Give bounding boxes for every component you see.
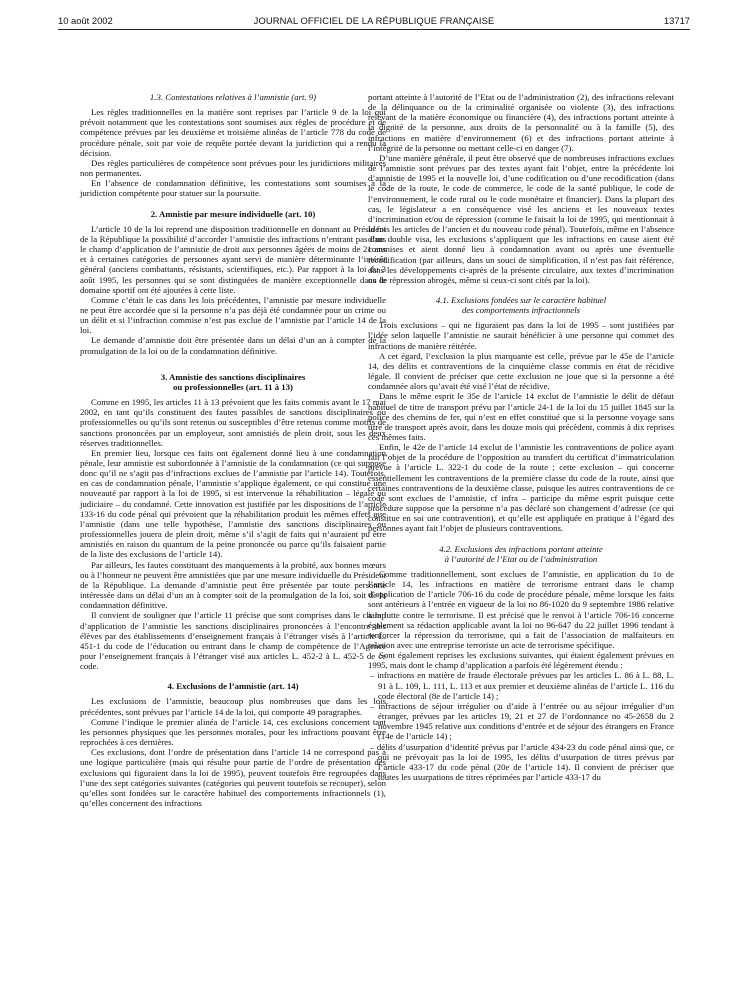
section-heading-4: 4. Exclusions de l’amnistie (art. 14) — [167, 681, 299, 692]
header-title: JOURNAL OFFICIEL DE LA RÉPUBLIQUE FRANÇAISE — [253, 15, 495, 26]
section-heading-4-1-line1: 4.1. Exclusions fondées sur le caractère habituel — [435, 294, 607, 305]
paragraph: Le demande d’amnistie doit être présentée dans un délai d’un an à compter de la promulgation de la loi ou de la condamnation définitive. — [80, 335, 386, 356]
section-heading-3-line2: ou professionnelles (art. 11 à 13) — [173, 381, 293, 392]
paragraph: portant atteinte à l’autorité de l’Etat ou de l’administration (2), des infractions relevant de la délinquance ou de la criminalité organisée ou violente (3), des infractions relevant de la matière économique ou financière (4), des infractions portant atteinte à la dignité de la personne, aux droits de la personnalité ou à la famille (5), des infractions en matière d’environnement (6) et des infractions portant atteinte à l’intégrité de la personne ou mettant celle-ci en danger (7). — [368, 92, 674, 153]
paragraph: Des règles particulières de compétence sont prévues pour les juridictions militaires non permanentes. — [80, 157, 386, 179]
header-rule — [58, 29, 690, 30]
paragraph: Sont également reprises les exclusions suivantes, qui étaient également prévues en 1995, mais dont le champ d’application a parfois été légèrement étendu : — [368, 650, 674, 671]
paragraph: Comme traditionnellement, sont exclues de l’amnistie, en application du 1o de l’article 14, les infractions en matière de terrorisme entrant dans le champ d’application de l’article 706-16 du code de procédure pénale, même lorsque les faits sont antérieurs à l’entrée en vigueur de la loi no 86-1020 du 9 septembre 1986 relative à la lutte contre le terrorisme. Il est précisé que le renvoi à l’article 706-16 concerne également sa rédaction applicable avant la loi no 96-647 du 22 juillet 1996 tendant à renforcer la répression du terrorisme, qui a fait de l’association de malfaiteurs en relation avec une entreprise terroriste un acte de terrorisme spécifique. — [368, 568, 674, 650]
paragraph: Enfin, le 42e de l’article 14 exclut de l’amnistie les contraventions de police ayant fait l’objet de la procédure de l’opposition au transfert du certificat d’immatriculation prévue à l’article L. 322-1 du code de la route ; cette exclusion – qui concerne essentiellement les contraventions de la première classe du code de la route, ainsi que certaines contraventions de la deuxième classe, puisque les autres contraventions de ce code sont exclues de l’amnistie, cf infra – participe du même esprit puisque cette procédure suppose que la personne n’a pas déclaré son changement d’adresse (ce qui constitue en soi une contravention), et qu’elle est appliquée en pratique à l’égard des personnes ayant fait l’objet de plusieurs contraventions. — [368, 442, 674, 534]
paragraph: En l’absence de condamnation définitive, les contestations sont soumises à la juridiction compétente pour statuer sur la poursuite. — [80, 178, 386, 199]
section-heading-2: 2. Amnistie par mesure individuelle (art. 10) — [150, 208, 316, 219]
paragraph: Trois exclusions – qui ne figuraient pas dans la loi de 1995 – sont justifiées par l’idée selon laquelle l’amnistie ne saurait bénéficier à une personne qui commet des infractions de manière réitérée. — [368, 320, 674, 351]
left-column — [80, 92, 386, 808]
right-column — [368, 92, 674, 782]
section-heading-1-3: 1.3. Contestations relatives à l’amnistie (art. 9) — [149, 92, 317, 102]
paragraph: Par ailleurs, les fautes constituant des manquements à la probité, aux bonnes mœurs ou à l’honneur ne peuvent être amnistiées que par une mesure individuelle du Président de la République. La demande d’amnistie peut être présentée par toute personne intéressée dans un délai d’un an à compter soit de la promulgation de la loi, soit de la condamnation définitive. — [80, 559, 386, 611]
page-header — [58, 15, 690, 29]
list-item: – délits d’usurpation d’identité prévus par l’article 434-23 du code pénal ainsi que, ce qui ne prévoyait pas la loi de 1995, les délits d’usurpation de titres prévus par l’article 433-17 du code pénal (20e de l’article 14). Il convient de préciser que toutes les usurpations de titres réprimées par l’article 433-17 du — [370, 741, 674, 782]
paragraph: A cet égard, l’exclusion la plus marquante est celle, prévue par le 45e de l’article 14, des délits et contraventions de la cinquième classe commis en état de récidive légale. Il convient de préciser que cette exclusion ne joue que si la personne a été condamnée alors qu’avait été visé l’état de récidive. — [368, 350, 674, 392]
paragraph: Il convient de souligner que l’article 11 précise que sont comprises dans le champ d’application de l’amnistie les sanctions disciplinaires prononcées à l’encontre des élèves par des établissements d’enseignement français à l’étranger visés à l’article L. 451-1 du code de l’éducation ou entrant dans le champ de compétence de l’Agence pour l’enseignement français à l’étranger visé aux articles L. 452-2 à L. 452-5 de ce code. — [80, 610, 386, 672]
paragraph: En premier lieu, lorsque ces faits ont également donné lieu à une condamnation pénale, leur amnistie est subordonnée à l’amnistie de la condamnation (ce qui suppose donc qu’il ne s’agit pas d’infractions exclues de l’amnistie par l’article 14). Toutefois, en cas de condamnation pénale, l’amnistie s’applique également, ce qui constitue une nouveauté par rapport à la loi de 1995, si est intervenue la réhabilitation – légale ou judiciaire – du condamné. Cette innovation est justifiée par les dispositions de l’article 133-16 du code pénal qui prévoient que la réhabilitation produit les mêmes effets que l’amnistie (dans une telle hypothèse, l’amnistie des sanctions disciplinaires ou professionnelles jouera de plein droit, même s’il s’agit de faits qui n’auraient pu être amnistiés en raison du quantum de la peine prononcée ou parce qu’ils faisaient partie de la liste des exclusions de l’article 14). — [80, 447, 386, 560]
list-item: – infractions de séjour irrégulier ou d’aide à l’entrée ou au séjour irrégulier d’un étranger, prévues par les articles 19, 21 et 27 de l’ordonnance no 45-2658 du 2 novembre 1945 relative aux conditions d’entrée et de séjour des étrangers en France (14e de l’article 14) ; — [370, 700, 674, 742]
page-number: 13717 — [663, 15, 690, 26]
section-heading-4-1-line2: des comportements infractionnels — [461, 305, 581, 316]
paragraph: Comme l’indique le premier alinéa de l’article 14, ces exclusions concernent tant les personnes physiques que les personnes morales, pour les infractions pouvant être reprochées à ces dernières. — [80, 716, 386, 748]
paragraph: Comme c’était le cas dans les lois précédentes, l’amnistie par mesure individuelle ne peut être accordée que si la personne n’a pas déjà été condamnée pour un crime ou un délit et si l’infraction commise n’est pas exclue de l’amnistie par l’article 14 de la loi. — [80, 294, 386, 336]
exclusion-list — [368, 670, 674, 782]
section-heading-4-2-line1: 4.2. Exclusions des infractions portant atteinte — [439, 543, 603, 554]
paragraph: L’article 10 de la loi reprend une disposition traditionnelle en donnant au Président de la République la possibilité d’accorder l’amnistie des infractions n’entrant pas dans le champ d’application de l’amnistie de droit aux personnes âgées de moins de 21 ans et à certaines catégories de personnes ayant servi de manière déterminante l’intérêt général (anciens combattants, résistants, scientifiques, etc.). Par rapport à la loi du 3 août 1995, les personnes qui se sont distinguées de manière exceptionnelle dans le domaine sportif ont été ajoutées à cette liste. — [80, 223, 386, 295]
section-heading-4-2-line2: à l’autorité de l’Etat ou de l’administration — [444, 553, 598, 564]
section-heading-3-line1: 3. Amnistie des sanctions disciplinaires — [160, 371, 306, 382]
paragraph: Dans le même esprit le 35e de l’article 14 exclut de l’amnistie le délit de défaut habituel de titre de transport prévu par l’article 24-1 de la loi du 15 juillet 1845 sur la police des chemins de fer, qui n’est en effet constitué que si la personne voyage sans titre de transport après avoir, dans les douze mois qui précèdent, commis à dix reprises ces mêmes faits. — [368, 391, 674, 442]
header-date: 10 août 2002 — [58, 15, 113, 26]
paragraph: Ces exclusions, dont l’ordre de présentation dans l’article 14 ne correspond pas à une logique particulière (mais qui résulte pour partie de l’ordre de présentation des exclusions qui figuraient dans la loi de 1995), peuvent toutefois être regroupées dans l’une des sept catégories suivantes (catégories qui peuvent toutefois se recouper), selon qu’elles sont fondées sur le caractère habituel des comportements infractionnels (1), qu’elles concernent des infractions — [80, 747, 386, 808]
paragraph: D’une manière générale, il peut être observé que de nombreuses infractions exclues de l’amnistie sont prévues par des textes ayant fait l’objet, entre la précédente loi d’amnistie de 1995 et la nouvelle loi, d’une codification ou d’une recodification (dans le code de la route, le code de commerce, le code de la santé publique, le code de l’environnement, le code rural ou le code monétaire et financier). Dans la plupart des cas, le législateur a en conséquence visé les anciens et les nouveaux textes d’incrimination et/ou de répression (comme le faisait la loi de 1995, qui mentionnait à la fois les articles de l’ancien et du nouveau code pénal). Toutefois, même en l’absence d’un double visa, les exclusions s’appliquent que les infractions en cause aient été commises et aient donné lieu à condamnation avant ou après une éventuelle recodification (par ailleurs, dans un souci de simplification, il n’est pas fait référence, dans les développements ci-après de la présente circulaire, aux textes d’incrimination ou de répression abrogés, même si ceux-ci sont cités par la loi). — [368, 152, 674, 285]
list-item: – infractions en matière de fraude électorale prévues par les articles L. 86 à L. 88, L. 91 à L. 109, L. 111, L. 113 et aux premier et deuxième alinéas de l’article L. 116 du code électoral (8e de l’article 14) ; — [370, 670, 674, 701]
paragraph: Les exclusions de l’amnistie, beaucoup plus nombreuses que dans les lois précédentes, sont prévues par l’article 14 de la loi, qui comporte 49 paragraphes. — [80, 696, 386, 717]
paragraph: Les règles traditionnelles en la matière sont reprises par l’article 9 de la loi qui prévoit notamment que les contestations sont soumises aux règles de procédure et de compétence prévues par les deuxième et troisième alinéas de l’article 778 du code de procédure pénale, soit par voie de requête portée devant la juridiction qui a rendu la décision. — [80, 107, 386, 158]
paragraph: Comme en 1995, les articles 11 à 13 prévoient que les faits commis avant le 17 mai 2002, en tant qu’ils constituent des fautes passibles de sanctions disciplinaires ou professionnelles ou qu’ils sont retenus ou susceptibles d’être retenus comme motifs de sanctions prononcées par un employeur, sont amnistiés de plein droit, sous les deux réserves traditionnelles. — [80, 397, 386, 448]
